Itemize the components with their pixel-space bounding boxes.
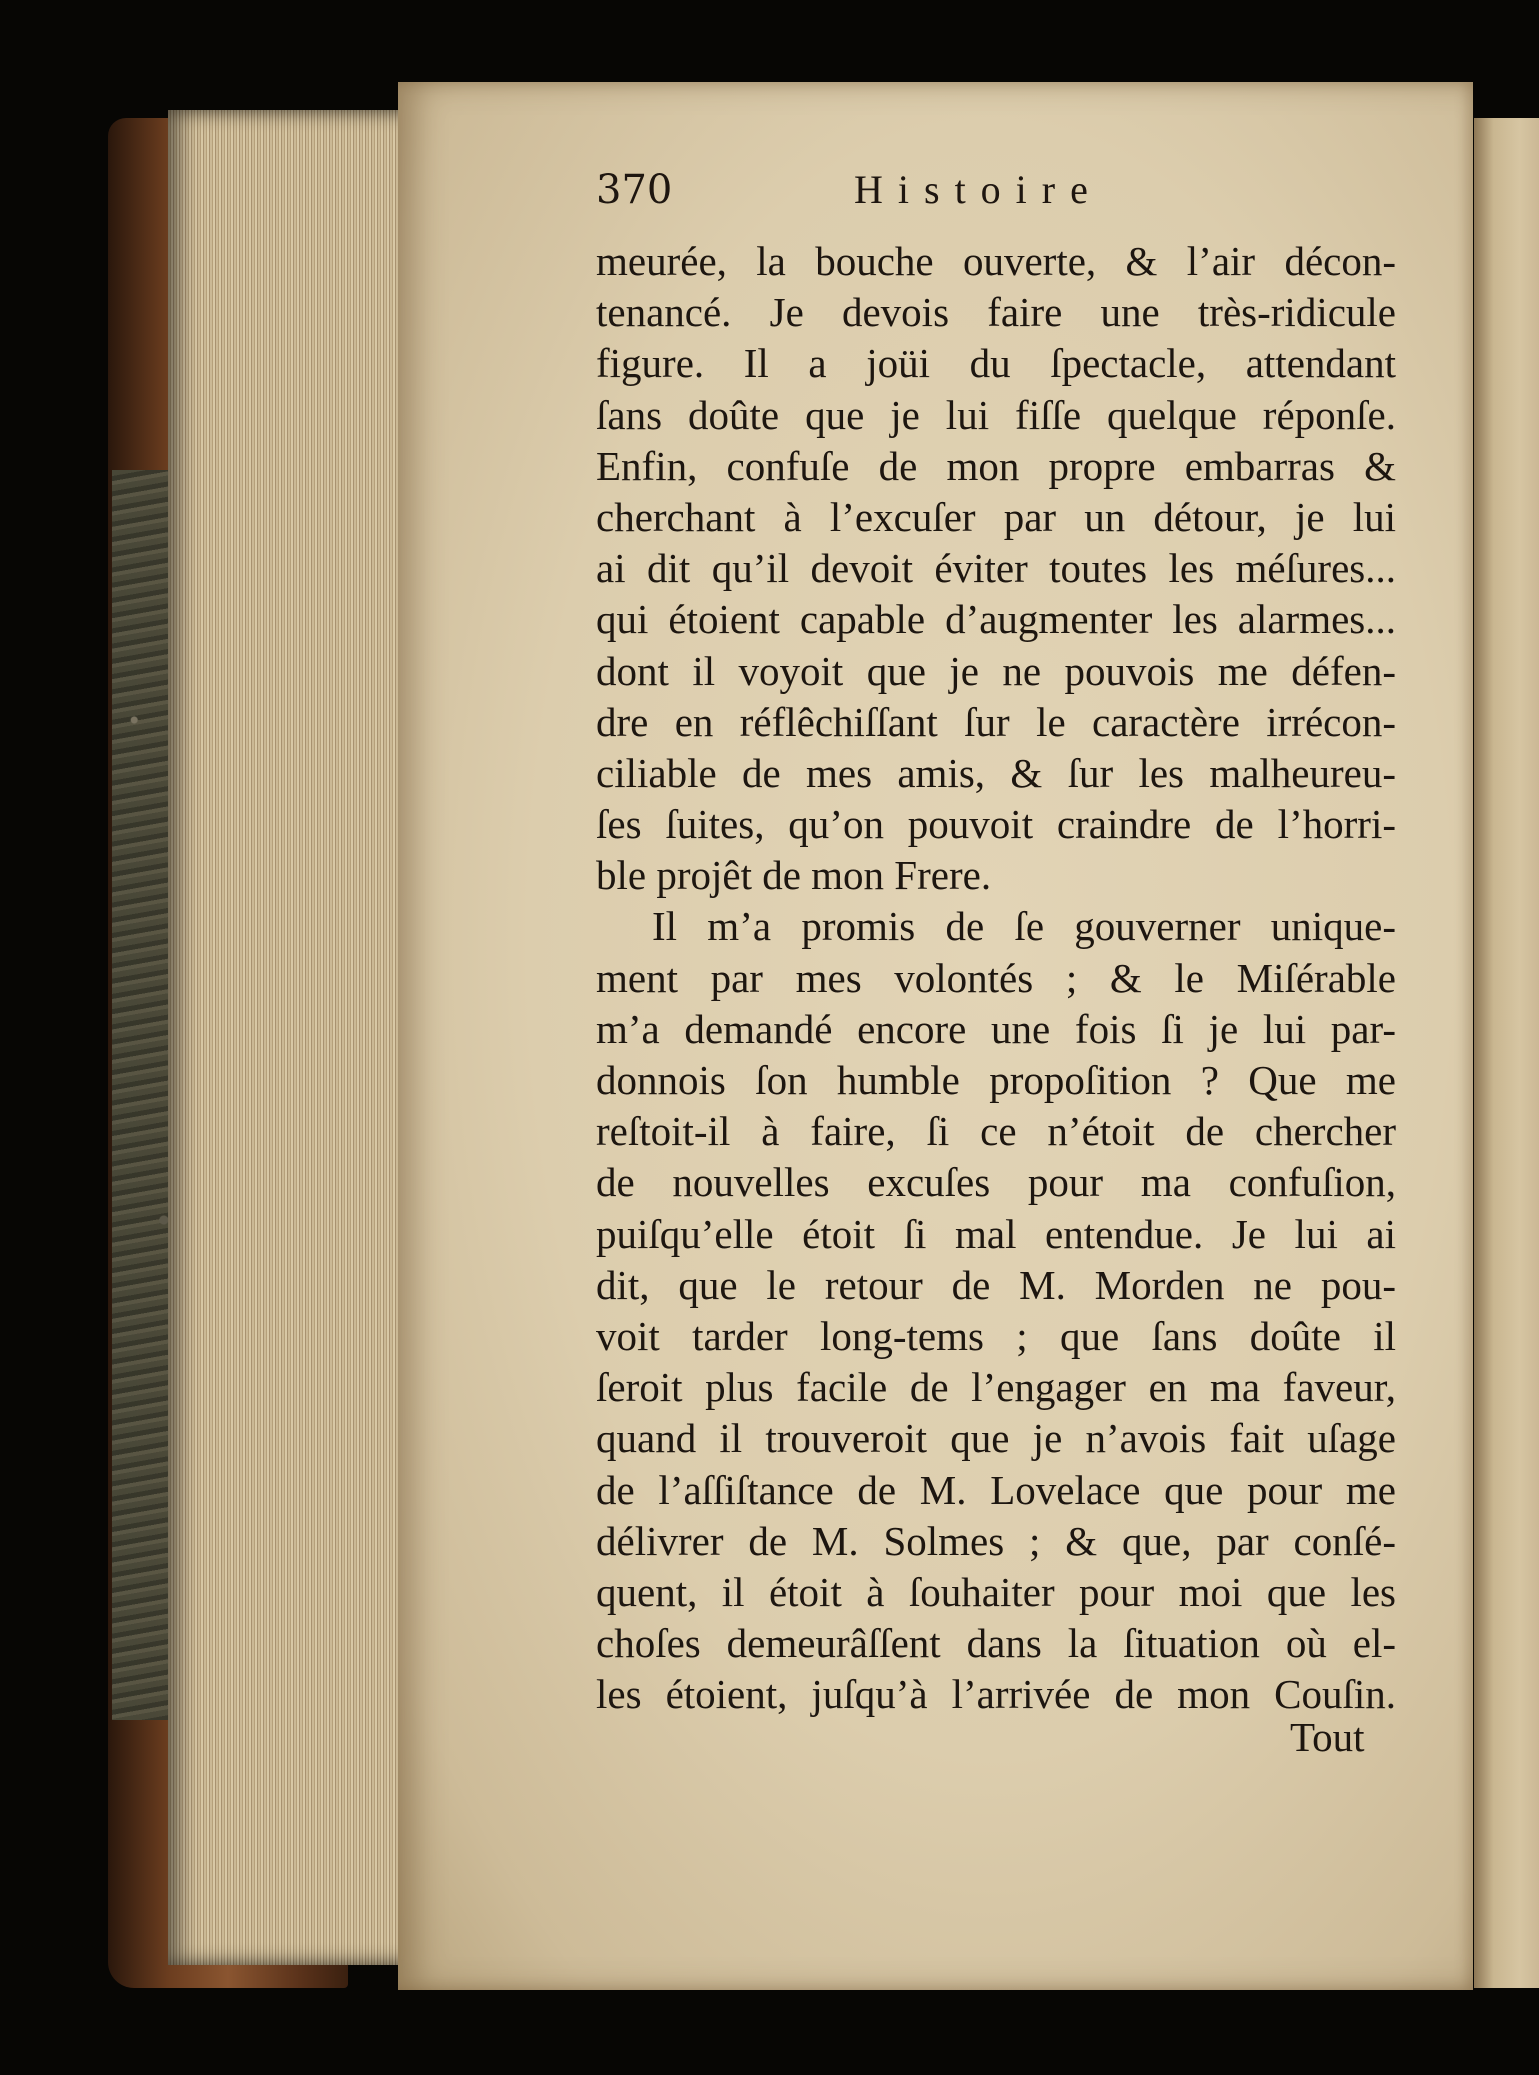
text-line: meurée, la bouche ouverte, & l’air décon-	[596, 238, 1396, 284]
text-line: de nouvelles excuſes pour ma confuſion,	[596, 1159, 1396, 1206]
text-line: quent, il étoit à ſouhaiter pour moi que les	[596, 1568, 1396, 1615]
running-head: Histoire	[854, 167, 1103, 212]
text-line: m’a demandé encore une fois ſi je lui par-	[596, 1005, 1396, 1052]
text-line: ſans doûte que je lui fiſſe quelque réponſe.	[596, 391, 1396, 438]
text-line: de l’aſſiſtance de M. Lovelace que pour me	[596, 1466, 1396, 1513]
text-line: qui étoient capable d’augmenter les alarmes...	[596, 596, 1396, 643]
text-line: Enfin, confuſe de mon propre embarras &	[596, 442, 1396, 489]
text-line: tenancé. Je devois faire une très-ridicule	[596, 289, 1396, 336]
text-line: ſeroit plus facile de l’engager en ma faveur,	[596, 1364, 1396, 1411]
catchword: Tout	[1290, 1714, 1365, 1760]
text-line: les étoient, juſqu’à l’arrivée de mon Couſin.	[596, 1671, 1396, 1718]
text-line: ble projêt de mon Frere.	[596, 852, 992, 899]
text-line: choſes demeurâſſent dans la ſituation où el-	[596, 1620, 1396, 1667]
text-line: cherchant à l’excuſer par un détour, je lui	[596, 493, 1396, 540]
text-line: Il m’a promis de ſe gouverner unique-	[652, 903, 1396, 950]
text-line: puiſqu’elle étoit ſi mal entendue. Je lui ai	[596, 1210, 1396, 1257]
body-text	[596, 236, 1396, 1720]
text-line: donnois ſon humble propoſition ? Que me	[596, 1057, 1396, 1103]
text-line: ciliable de mes amis, & ſur les malheureu-	[596, 749, 1396, 796]
text-line: voit tarder long-tems ; que ſans doûte il	[596, 1312, 1396, 1359]
text-line: délivrer de M. Solmes ; & que, par conſé-	[596, 1517, 1396, 1564]
page-number: 370	[596, 167, 673, 213]
text-line: ai dit qu’il devoit éviter toutes les méſures...	[596, 545, 1396, 592]
text-line: dont il voyoit que je ne pouvois me défen-	[596, 647, 1396, 694]
text-line: figure. Il a joüi du ſpectacle, attendant	[596, 340, 1396, 387]
text-line: ſes ſuites, qu’on pouvoit craindre de l’horri-	[596, 801, 1396, 848]
text-line: dre en réflêchiſſant ſur le caractère irrécon-	[596, 698, 1396, 745]
text-line: dit, que le retour de M. Morden ne pou-	[596, 1261, 1396, 1308]
text-line: reſtoit-il à faire, ſi ce n’étoit de chercher	[596, 1108, 1396, 1155]
text-line: quand il trouveroit que je n’avois fait uſage	[596, 1415, 1396, 1462]
page-header	[596, 160, 1216, 220]
text-line: ment par mes volontés ; & le Miſérable	[596, 954, 1396, 1001]
facing-page-edge	[1474, 118, 1539, 1988]
